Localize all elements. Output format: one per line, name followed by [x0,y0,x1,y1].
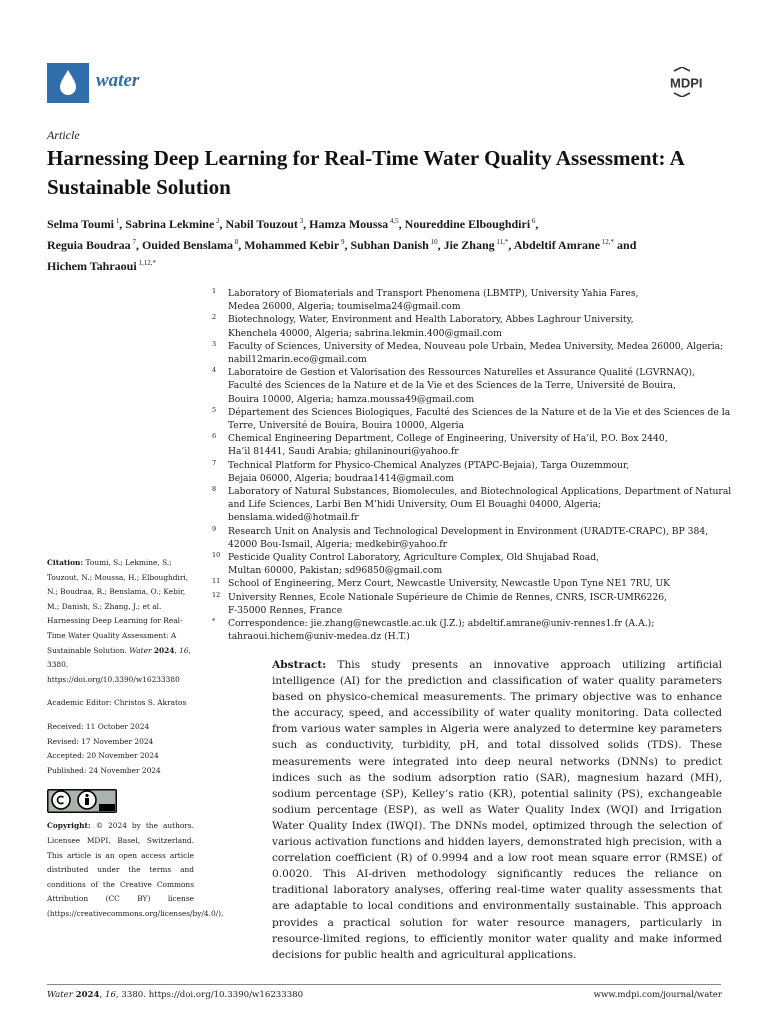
author-name[interactable]: Mohammed Kebir [244,238,340,252]
affiliation-line: Research Unit on Analysis and Technological Development in Environment (URADTE-CRAPC), BP 384, [228,525,709,537]
affiliation-number: * [212,617,216,626]
received-date: Received: 11 October 2024 [47,721,150,731]
page-title: Harnessing Deep Learning for Real-Time Water Quality Assessment: A Sustainable Solution [47,146,684,199]
author-affiliation-marker: 12,* [600,238,615,246]
cc-by-license-badge[interactable] [47,789,117,813]
revised-date: Revised: 17 November 2024 [47,736,154,746]
journal-name[interactable]: water [96,70,140,91]
affiliation-number: 8 [212,485,217,494]
affiliation-line: Département des Sciences Biologiques, Faculté des Sciences de la Nature et de la Vie et des Sciences de la [228,406,731,418]
affiliation-line: nabil12marin.eco@gmail.com [228,354,367,366]
affiliation-line: 42000 Bou-Ismail, Algeria; medkebir@yahoo.fr [228,538,448,550]
published-date: Published: 24 November 2024 [47,765,161,775]
affiliation-line: tahraoui.hichem@univ-medea.dz (H.T.) [228,631,410,643]
affiliation-line: Faculty of Sciences, University of Medea, Nouveau pole Urbain, Medea University, Medea 26000, Algeria; [228,340,724,352]
affiliation-item [212,459,732,485]
author-affiliation-marker: 3 [297,217,304,225]
footer-divider [47,984,721,985]
author-affiliation-marker: 6 [530,217,536,225]
affiliation-line: Faculté des Sciences de la Nature et de la Vie et des Sciences de la Terre, Université de Bouira, [228,380,676,392]
affiliation-line: benslama.wided@hotmail.fr [228,512,359,524]
affiliation-line: School of Engineering, Merz Court, Newcastle University, Newcastle Upon Tyne NE1 7RU, UK [228,578,671,590]
publisher-name: MDPI [670,75,703,91]
author-name[interactable]: Selma Toumi [47,217,115,231]
author-name[interactable]: Noureddine Elboughdiri [404,217,531,231]
author-name[interactable]: Ouided Benslama [141,238,233,252]
footer-citation: Water 2024, 16, 3380. https://doi.org/10.3390/w16233380 [47,990,304,1000]
affiliation-number: 4 [212,366,217,375]
author-affiliation-marker: 1,12,* [136,259,156,267]
abstract [272,657,722,963]
affiliation-line: Chemical Engineering Department, College of Engineering, University of Ha’il, P.O. Box 2440, [228,433,668,445]
mdpi-logo[interactable] [668,67,723,97]
affiliation-line: Laboratory of Natural Substances, Biomolecules, and Biotechnological Applications, Department of Natural [228,486,732,498]
affiliation-line: Ha’il 81441, Saudi Arabia; ghilaninouri@yahoo.fr [228,446,459,458]
author-name[interactable]: Hamza Moussa [309,217,389,231]
citation-doi-link[interactable]: https://doi.org/10.3390/w16233380 [47,674,180,684]
author-name[interactable]: Hichem Tahraoui [47,259,137,273]
author-affiliation-marker: 1 [114,217,120,225]
correspondence [212,617,732,643]
affiliation-line: Pesticide Quality Control Laboratory, Agriculture Complex, Old Shujabad Road, [228,552,600,564]
author-affiliation-marker: 4,5 [388,217,399,225]
affiliation-line: Bouira 10000, Algeria; hamza.moussa49@gmail.com [228,393,475,405]
affiliation-line: Medea 26000, Algeria; toumiselma24@gmail.com [228,301,461,313]
author-affiliation-marker: 8 [232,238,239,246]
affiliation-line: Correspondence: jie.zhang@newcastle.ac.uk (J.Z.); abdeltif.amrane@univ-rennes1.fr (A.A.); [228,618,655,630]
author-affiliation-marker: 7 [130,238,136,246]
author-affiliation-marker: 9 [339,238,345,246]
water-drop-icon [47,63,89,103]
author-name[interactable]: Nabil Touzout [225,217,298,231]
affiliation-line: Bejaia 06000, Algeria; boudraa1414@gmail.com [228,472,455,484]
affiliation-line: F-35000 Rennes, France [228,604,343,616]
author-list: Selma Toumi $^1$, Sabrina Lekmine $^2$, Nabil Touzout $^3$, Hamza Moussa $^{4,5}$, Noureddine Elboughdiri $^6$, Reguia Boudraa $^7$, Ouided Benslama $^8$, Mohammed Kebir $^9$, Subhan Danish $^{10}$, Jie Zhang $^{11,*}$, Abdeltif Amrane $^{12,*}$ and Hichem Tahraoui $^{1,12,*}$ [47,217,637,273]
affiliation-item [212,340,732,366]
accepted-date: Accepted: 20 November 2024 [47,751,159,761]
affiliation-item [212,287,732,313]
affiliation-item [212,432,732,458]
article-type: Article [47,128,80,142]
affiliation-number: 12 [212,590,221,599]
copyright-notice: Copyright: © 2024 by the authors. Licensee MDPI, Basel, Switzerland. This article is an open access article distributed under the terms and conditions of the Creative Commons Attribution (CC BY) license (https://creativecommons.org/licenses/by/4.0/). [47,821,224,918]
affiliation-item [212,406,732,432]
affiliation-item [212,525,732,551]
author-name[interactable]: Reguia Boudraa [47,238,131,252]
affiliation-line: Technical Platform for Physico-Chemical Analyzes (PTAPC-Bejaia), Targa Ouzemmour, [228,459,630,471]
affiliation-line: Biotechnology, Water, Environment and Health Laboratory, Abbes Laghrour University, [228,314,634,326]
affiliation-number: 9 [212,524,217,533]
affiliation-item [212,313,732,339]
affiliation-list [212,287,732,643]
affiliation-line: Laboratoire de Gestion et Valorisation des Ressources Naturelles et Assurance Qualité (LGVRNAQ), [228,367,695,379]
affiliation-number: 11 [212,577,221,586]
author-affiliation-marker: 11,* [494,238,509,246]
author-affiliation-marker: 2 [214,217,220,225]
affiliation-number: 2 [212,313,217,322]
affiliation-line: Terre, Université de Bouira, Bouira 10000, Algeria [228,420,465,432]
affiliation-number: 7 [212,458,217,467]
abstract-text: This study presents an innovative approach utilizing artificial intelligence (AI) for the prediction and classification of water quality parameters based on physico-chemical measurements. The primary objective was to enhance the accuracy, speed, and accessibility of water quality monitoring. Data collected from various water samples in Algeria were analyzed to determine key parameters such as conductivity, turbidity, pH, and total dissolved solids (TDS). These measurements were integrated into deep neural networks (DNNs) to predict indices such as the sodium adsorption ratio (SAR), magnesium hazard (MH), sodium percentage (SP), Kelley’s ratio (KR), potential salinity (PS), exchangeable sodium percentage (ESP), as well as Water Quality Index (WQI) and Irrigation Water Quality Index (IWQI). The DNNs model, optimized through the selection of various activation functions and hidden layers, demonstrated high precision, with a correlation coefficient (R) of 0.9994 and a low root mean square error (RMSE) of 0.0020. This AI-driven methodology significantly reduces the reliance on traditional laboratory analyses, offering real-time water quality assessments that are adaptable to local conditions and environmentally sustainable. This approach provides a practical solution for water resource managers, particularly in resource-limited regions, to efficiently monitor water quality and make informed decisions for public health and agricultural applications. [272,659,723,961]
journal-logo [47,63,89,103]
affiliation-line: and Life Sciences, Larbi Ben M’hidi University, Oum El Bouaghi 04000, Algeria; [228,499,602,511]
citation: Citation: Toumi, S.; Lekmine, S.; Touzout, N.; Moussa, H.; Elboughdiri, N.; Boudraa, R.; Benslama, O.; Kebir, M.; Danish, S.; Zhang, J.; et al. Harnessing Deep Learning for Real-Time Water Quality Assessment: A Sustainable Solution. Water 2024, 16, 3380. https://doi.org/10.3390/w16233380 [47,558,191,684]
affiliation-line: Multan 60000, Pakistan; sd96850@gmail.com [228,565,443,577]
affiliation-number: 6 [212,432,217,441]
affiliation-line: Laboratory of Biomaterials and Transport Phenomena (LBMTP), University Yahia Fares, [228,288,639,299]
author-name[interactable]: Abdeltif Amrane [513,238,601,252]
affiliation-item [212,591,732,617]
creative-commons-icon [47,789,117,813]
journal-url-link[interactable]: www.mdpi.com/journal/water [593,990,722,1000]
author-name[interactable]: Subhan Danish [350,238,429,252]
academic-editor: Academic Editor: Christos S. Akratos [47,698,187,708]
abstract-label: Abstract: [272,659,327,671]
affiliation-number: 1 [212,287,217,295]
affiliation-item [212,485,732,525]
author-affiliation-marker: 10 [428,238,438,246]
affiliation-item [212,366,732,406]
affiliation-item [212,577,732,590]
affiliation-line: Khenchela 40000, Algeria; sabrina.lekmin.400@gmail.com [228,327,502,339]
author-name[interactable]: Jie Zhang [443,238,495,252]
affiliation-number: 5 [212,405,217,414]
affiliation-item [212,551,732,577]
affiliation-number: 3 [212,339,217,348]
author-name[interactable]: Sabrina Lekmine [125,217,215,231]
affiliation-line: University Rennes, Ecole Nationale Supérieure de Chimie de Rennes, CNRS, ISCR-UMR6226, [228,591,667,603]
affiliation-number: 10 [212,551,221,560]
